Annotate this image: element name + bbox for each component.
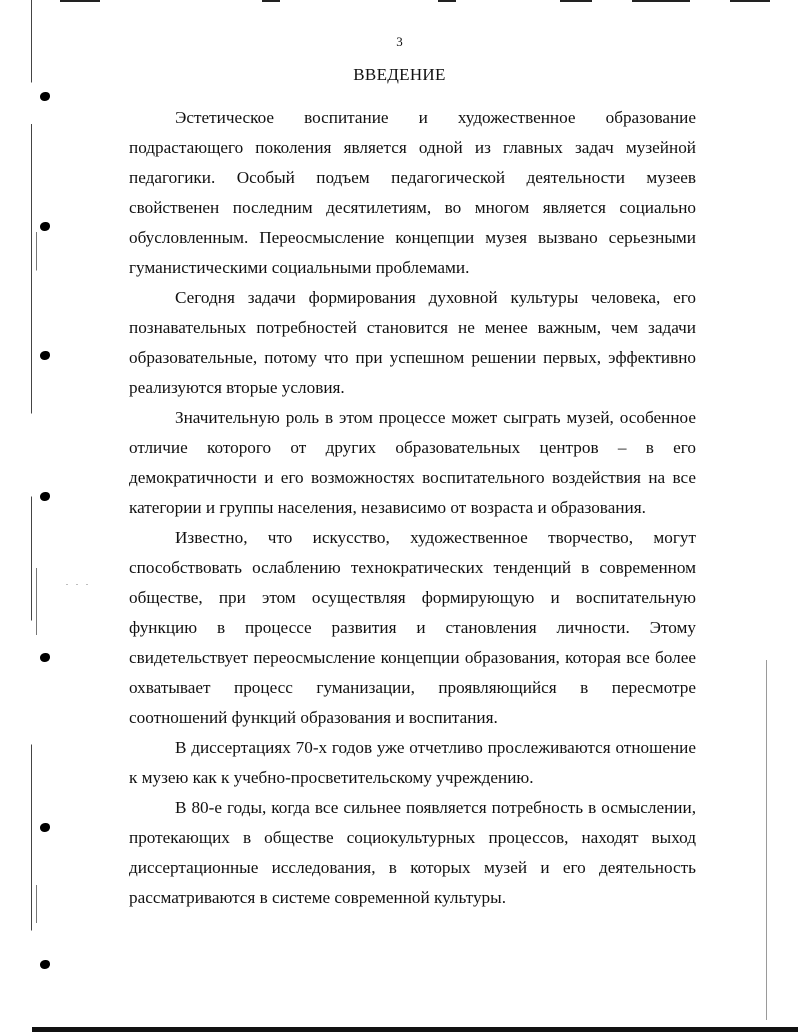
top-edge-mark (632, 0, 690, 2)
top-edge-mark (438, 0, 456, 2)
paragraph: Сегодня задачи формирования духовной культуры человека, его познавательных потребностей становится не менее важным, чем задачи образовательные, потому что при успешном решении первых, эффективно реализуются вторые условия. (129, 288, 696, 397)
binding-hole-icon (40, 351, 50, 360)
top-edge-mark (560, 0, 592, 2)
right-margin-line (766, 660, 767, 1020)
binding-hole-icon (40, 823, 50, 832)
page-title: ВВЕДЕНИЕ (353, 65, 446, 84)
paragraph: В 80-е годы, когда все сильнее появляется потребность в осмыслении, протекающих в обществе социокультурных процессов, находят выход диссертационные исследования, в которых музей и его деятельность рассматриваются в системе современной культуры. (129, 798, 696, 907)
top-edge-mark (262, 0, 280, 2)
page-number: 3 (396, 34, 403, 49)
binding-hole-icon (40, 492, 50, 501)
binding-hole-icon (40, 92, 50, 101)
left-margin-line (31, 0, 32, 1034)
left-margin-shadow (36, 40, 37, 1000)
top-edge-mark (60, 0, 100, 2)
binding-hole-icon (40, 653, 50, 662)
paragraph: Известно, что искусство, художественное творчество, могут способствовать ослаблению технократических тенденций в современном обществе, при этом осуществляя формирующую и воспитательную функцию в процессе развития и становления личности. Этому свидетельствует переосмысление концепции образования, которая все более охватывает процесс гуманизации, проявляющийся в пересмотре соотношений функций образования и воспитания. (129, 528, 696, 727)
top-edge-mark (730, 0, 770, 2)
paragraph: Эстетическое воспитание и художественное образование подрастающего поколения является одной из главных задач музейной педагогики. Особый подъем педагогической деятельности музеев свойственен последним десятилетиям, во многом является социально обусловленным. Переосмысление концепции музея вызвано серьезными гуманистическими социальными проблемами. (129, 108, 696, 277)
paragraph: Значительную роль в этом процессе может сыграть музей, особенное отличие которого от других образовательных центров – в его демократичности и его возможностях воспитательного воздействия на все категории и группы населения, независимо от возраста и образования. (129, 408, 696, 517)
binding-hole-icon (40, 960, 50, 969)
body-text (129, 103, 696, 913)
scan-specks: . . . (66, 578, 91, 587)
binding-hole-icon (40, 222, 50, 231)
paragraph: В диссертациях 70-х годов уже отчетливо прослеживаются отношение к музею как к учебно-просветительскому учреждению. (129, 738, 696, 787)
bottom-edge-bar (32, 1027, 798, 1032)
